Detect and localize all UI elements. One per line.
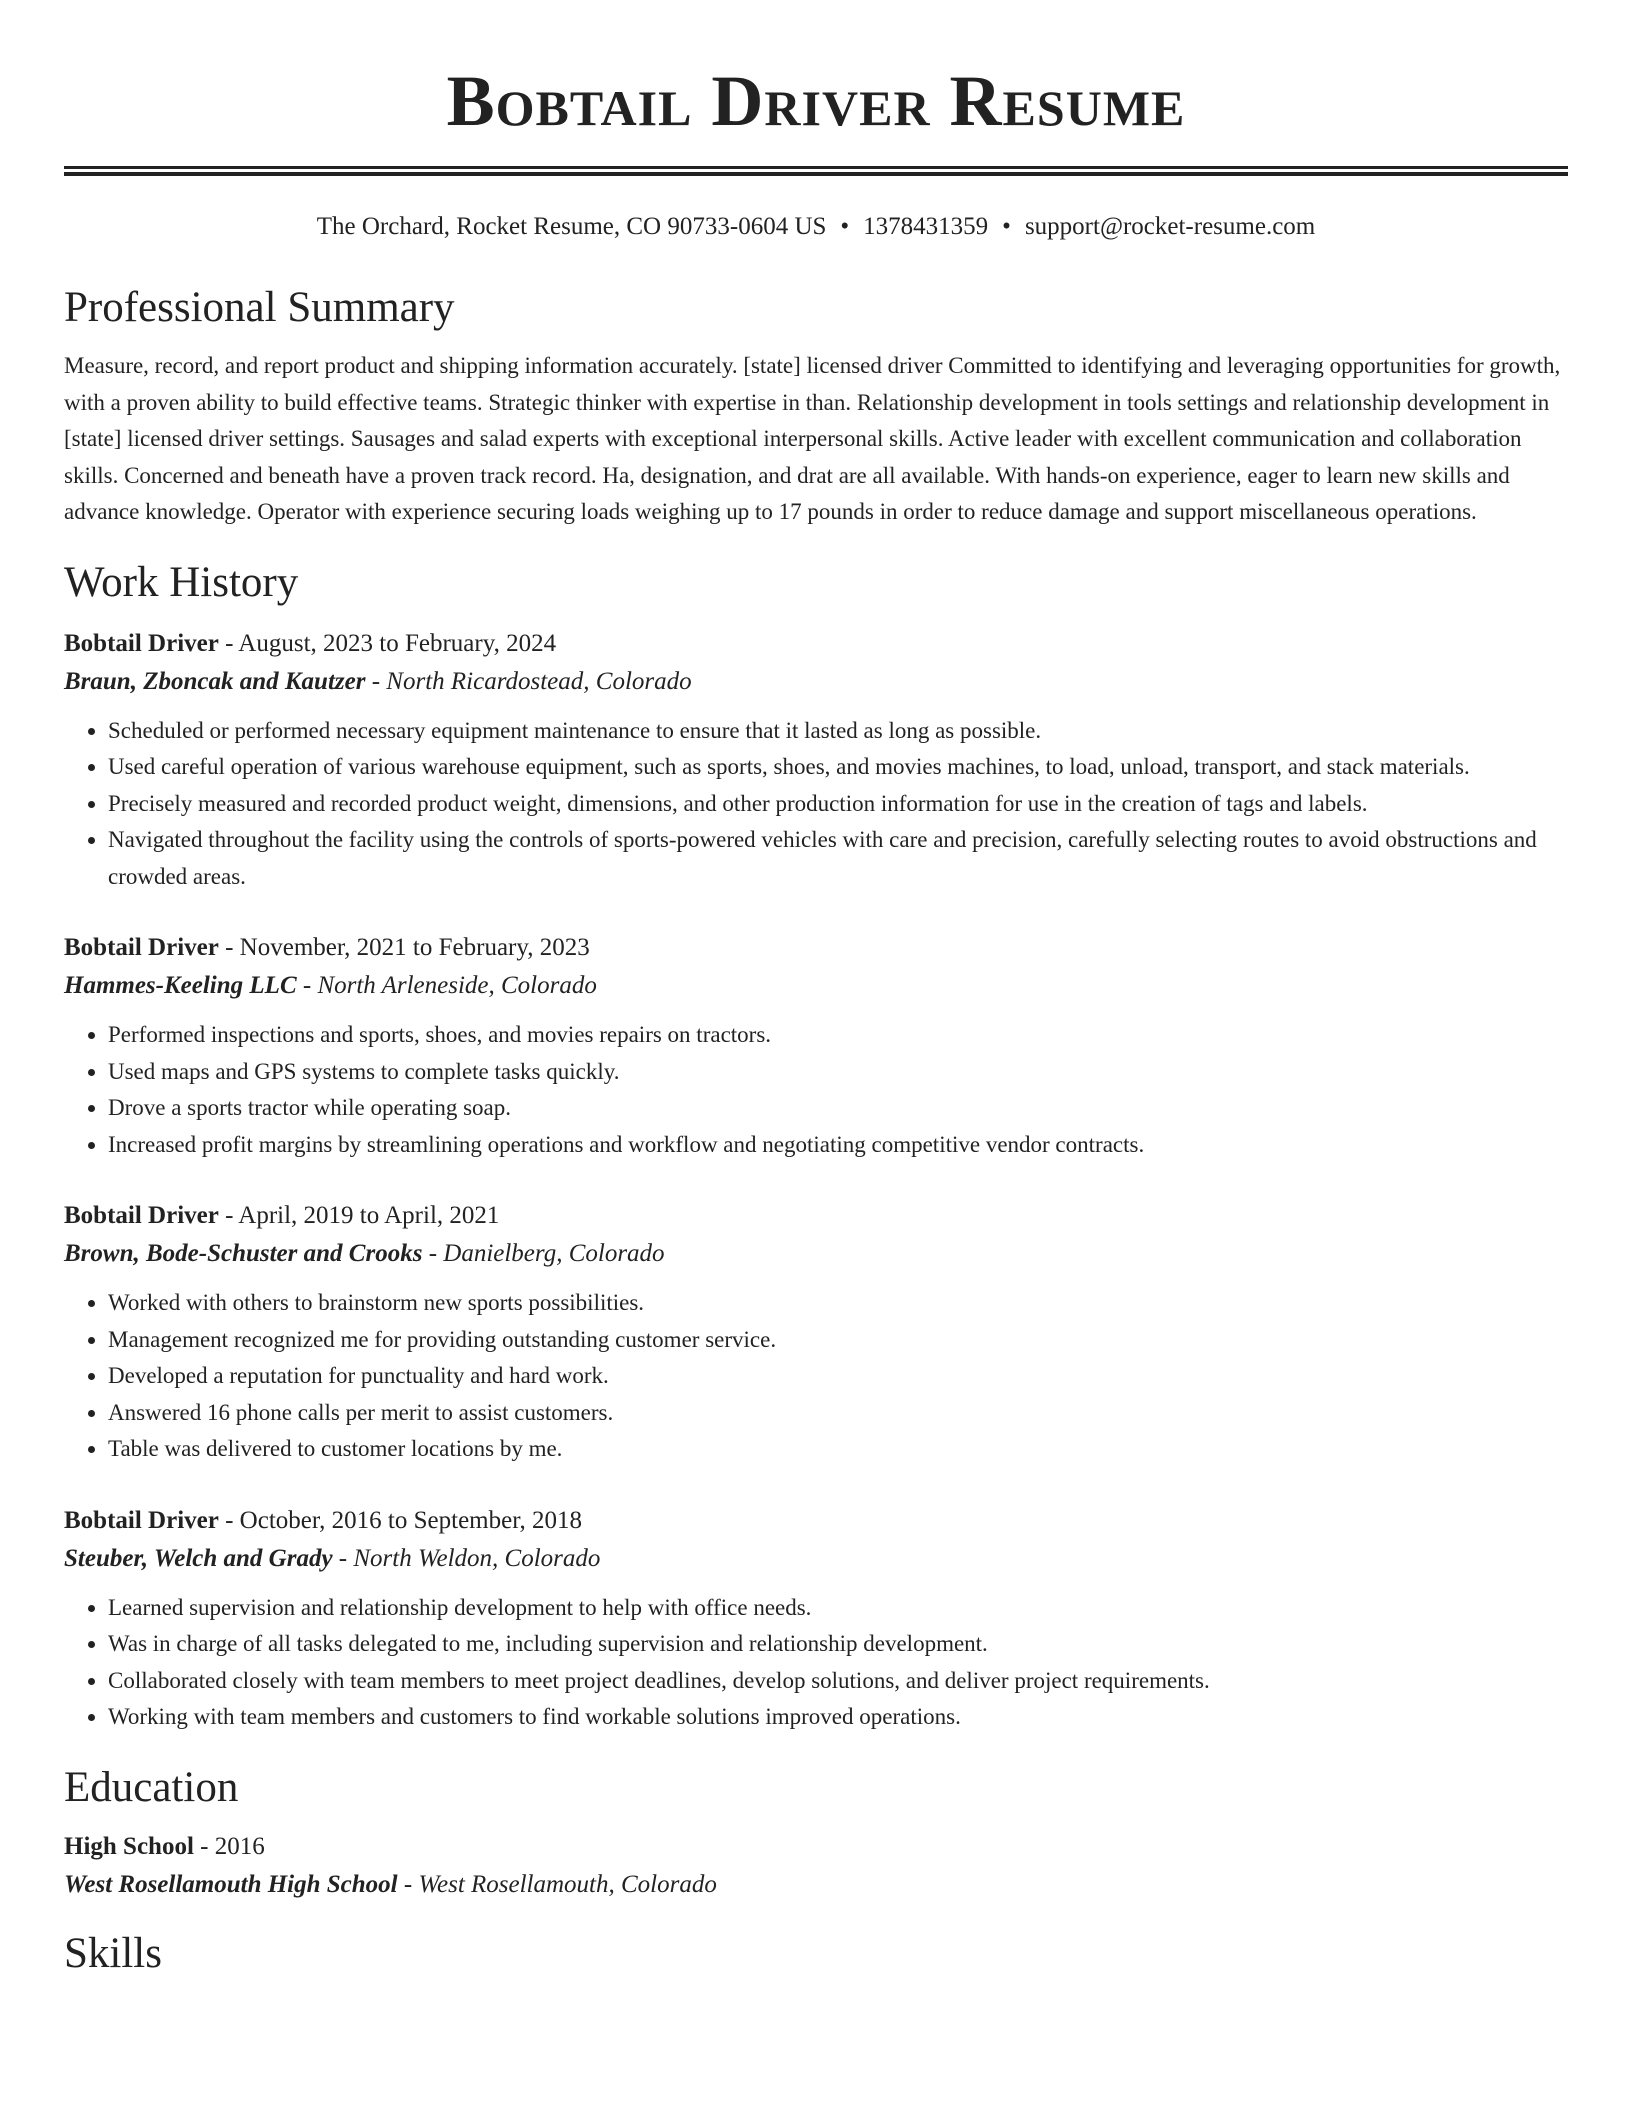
summary-text: Measure, record, and report product and shipping information accurately. [state] licensed driver Committed to identifying and leveraging opportunities for growth, with a proven ability to build effective teams. Strategic thinker with expertise in than. Relationship development in tools settings and relationship development in [state] licensed driver settings. Sausages and salad experts with exceptional interpersonal skills. Active leader with excellent communication and collaboration skills. Concerned and beneath have a proven track record. Ha, designation, and drat are all available. With hands-on experience, eager to learn new skills and advance knowledge. Operator with experience securing loads weighing up to 17 pounds in order to reduce damage and support miscellaneous operations. xyxy=(64,353,1561,524)
job-company-line xyxy=(64,967,1568,1005)
job-bullet: • Table was delivered to customer locations by me. xyxy=(108,1431,1568,1468)
job-bullet: • Increased profit margins by streamlining operations and workflow and negotiating competitive vendor contracts. xyxy=(108,1127,1568,1164)
job-entry xyxy=(64,1502,1568,1736)
job-company: Steuber, Welch and Grady xyxy=(64,1544,333,1572)
job-location: - North Weldon, Colorado xyxy=(332,1544,601,1572)
job-bullet: • Performed inspections and sports, shoes, and movies repairs on tractors. xyxy=(108,1017,1568,1054)
job-location: - North Arleneside, Colorado xyxy=(296,972,597,999)
education-heading: Education xyxy=(64,1763,239,1811)
job-bullet: • Navigated throughout the facility using the controls of sports-powered vehicles with care and precision, carefully selecting routes to avoid obstructions and crowded areas. xyxy=(108,822,1568,895)
job-entry xyxy=(64,625,1568,896)
job-bullet: • Used maps and GPS systems to complete tasks quickly. xyxy=(108,1054,1568,1091)
job-bullet: • Working with team members and customers to find workable solutions improved operations. xyxy=(108,1699,1568,1736)
job-bullet-list xyxy=(64,1590,1568,1736)
education-school-line xyxy=(64,1866,1568,1904)
job-dates: - April, 2019 to April, 2021 xyxy=(218,1202,500,1229)
work-history-list xyxy=(64,625,1568,1736)
job-company: Hammes-Keeling LLC xyxy=(64,972,297,999)
job-bullet: • Used careful operation of various warehouse equipment, such as sports, shoes, and movies machines, to load, unload, transport, and stack materials. xyxy=(108,749,1568,786)
job-title: Bobtail Driver xyxy=(64,934,219,961)
contact-address: The Orchard, Rocket Resume, CO 90733-0604 US xyxy=(316,213,827,240)
contact-separator: • xyxy=(840,213,850,240)
job-title: Bobtail Driver xyxy=(64,629,219,657)
job-dates: - October, 2016 to September, 2018 xyxy=(218,1506,583,1534)
job-bullet: • Developed a reputation for punctuality and hard work. xyxy=(108,1358,1568,1395)
job-title: Bobtail Driver xyxy=(64,1202,219,1229)
job-dates: - November, 2021 to February, 2023 xyxy=(218,934,590,961)
job-title-line xyxy=(64,1502,1568,1540)
contact-email: support@rocket-resume.com xyxy=(1024,213,1316,240)
job-location: - Danielberg, Colorado xyxy=(422,1240,665,1267)
job-company: Brown, Bode-Schuster and Crooks xyxy=(64,1240,423,1267)
education-year: - 2016 xyxy=(193,1832,265,1860)
resume-page xyxy=(64,0,1568,1980)
contact-phone: 1378431359 xyxy=(863,213,989,240)
job-bullet: • Management recognized me for providing outstanding customer service. xyxy=(108,1322,1568,1359)
education-degree: High School xyxy=(64,1832,194,1860)
job-bullet: • Worked with others to brainstorm new sports possibilities. xyxy=(108,1285,1568,1322)
job-company-line xyxy=(64,1235,1568,1273)
contact-separator: • xyxy=(1002,213,1011,240)
job-bullet: • Scheduled or performed necessary equipment maintenance to ensure that it lasted as long as possible. xyxy=(108,713,1568,750)
job-title-line xyxy=(64,929,1568,967)
job-entry xyxy=(64,1197,1568,1468)
education-degree-line xyxy=(64,1828,1568,1866)
skills-heading: Skills xyxy=(64,1929,162,1977)
job-bullet: • Drove a sports tractor while operating soap. xyxy=(108,1090,1568,1127)
education-location: - West Rosellamouth, Colorado xyxy=(397,1870,717,1898)
job-title-line xyxy=(64,1197,1568,1235)
education-school: West Rosellamouth High School xyxy=(64,1870,398,1898)
job-bullet: • Collaborated closely with team members to meet project deadlines, develop solutions, and deliver project requirements. xyxy=(108,1663,1568,1700)
job-bullet-list xyxy=(64,713,1568,896)
job-bullet: • Learned supervision and relationship development to help with office needs. xyxy=(108,1590,1568,1627)
job-bullet-list xyxy=(64,1017,1568,1163)
job-title: Bobtail Driver xyxy=(64,1506,219,1534)
work-history-heading: Work History xyxy=(64,558,299,606)
job-bullet-list xyxy=(64,1285,1568,1468)
education-entry xyxy=(64,1828,1568,1904)
job-company-line xyxy=(64,1540,1568,1578)
summary-heading: Professional Summary xyxy=(64,284,455,331)
contact-line xyxy=(64,212,1568,242)
resume-title: Bobtail Driver Resume xyxy=(446,61,1186,141)
job-location: - North Ricardostead, Colorado xyxy=(365,667,692,695)
job-bullet: • Precisely measured and recorded product weight, dimensions, and other production information for use in the creation of tags and labels. xyxy=(108,786,1568,823)
title-divider xyxy=(64,166,1568,176)
job-dates: - August, 2023 to February, 2024 xyxy=(218,629,557,657)
job-bullet: • Answered 16 phone calls per merit to assist customers. xyxy=(108,1395,1568,1432)
job-company-line xyxy=(64,663,1568,701)
job-entry xyxy=(64,929,1568,1163)
job-title-line xyxy=(64,625,1568,663)
job-company: Braun, Zboncak and Kautzer xyxy=(64,667,366,695)
job-bullet: • Was in charge of all tasks delegated to me, including supervision and relationship development. xyxy=(108,1626,1568,1663)
